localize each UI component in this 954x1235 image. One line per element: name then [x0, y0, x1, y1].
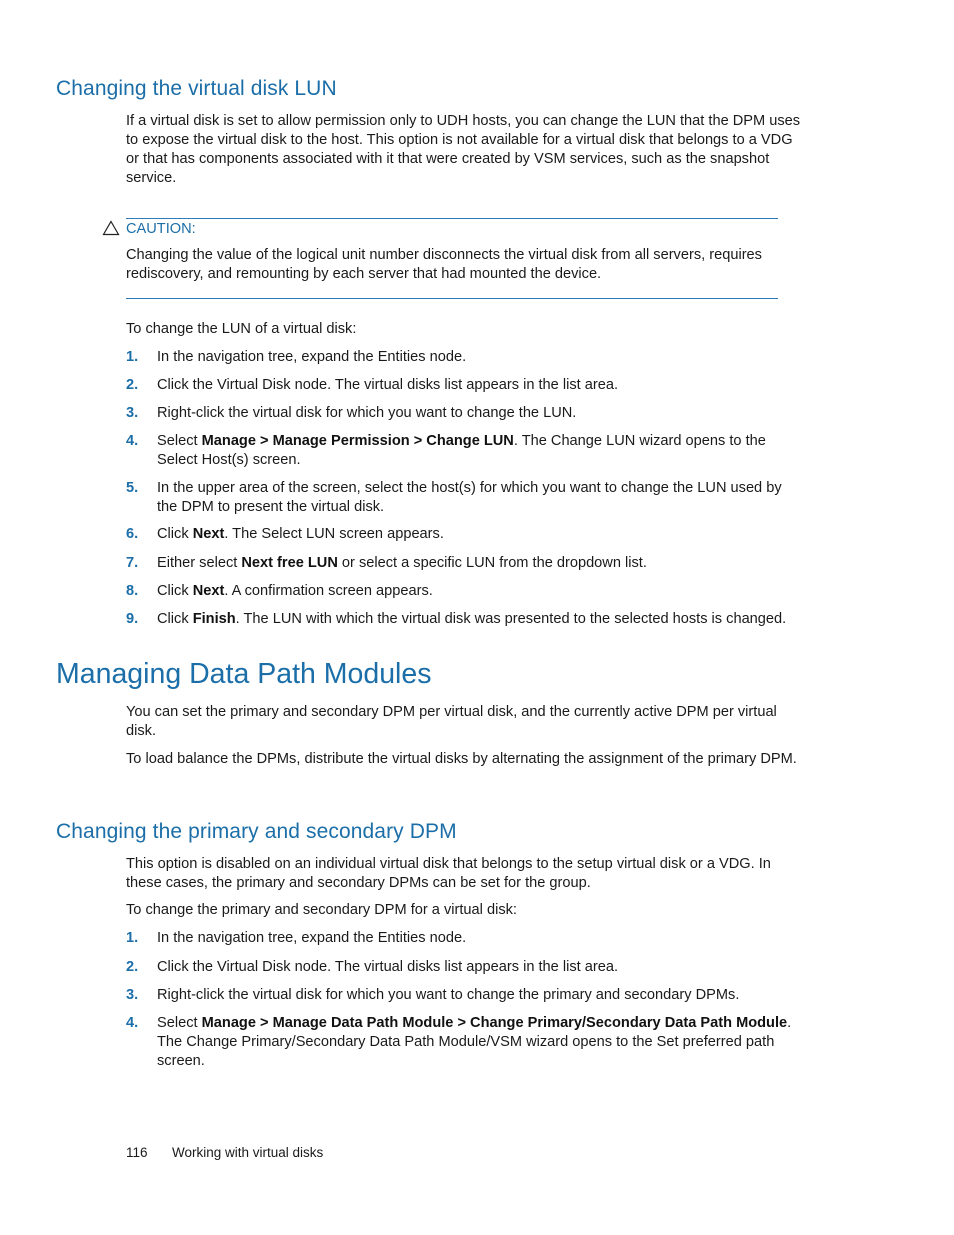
- list-item: [126, 958, 802, 977]
- step-text: [157, 404, 802, 423]
- list-item: [126, 432, 802, 470]
- caution-triangle-icon: [102, 220, 120, 236]
- step-text-run: Click the Virtual Disk node. The virtual disks list appears in the list area.: [157, 377, 618, 393]
- section-heading-change-lun: Changing the virtual disk LUN: [56, 77, 337, 100]
- step-text: [157, 929, 802, 948]
- ui-command-bold: Next: [192, 526, 225, 542]
- step-text-run: Right-click the virtual disk for which you want to change the primary and secondary DPMs.: [157, 987, 740, 1003]
- caution-top-rule: [126, 218, 778, 219]
- dpm-paragraph-2: To load balance the DPMs, distribute the virtual disks by alternating the assignment of the primary DPM.: [126, 751, 797, 767]
- section-heading-data-path-modules: Managing Data Path Modules: [56, 658, 432, 690]
- caution-label: CAUTION:: [126, 221, 196, 237]
- step-number: 6.: [126, 526, 139, 542]
- step-text-run: . The Select LUN screen appears.: [224, 526, 444, 542]
- step-text: [157, 986, 802, 1005]
- step-text-run: Click: [157, 611, 193, 627]
- caution-text: Changing the value of the logical unit number disconnects the virtual disk from all servers, requires rediscovery, and remounting by each server that had mounted the device.: [126, 247, 762, 282]
- list-item: [126, 348, 802, 367]
- step-text-run: . The Change Primary/Secondary Data Path Module/VSM wizard opens to the Set preferred path screen.: [157, 1015, 792, 1069]
- ui-command-bold: Finish: [192, 611, 236, 627]
- list-item: [126, 929, 802, 948]
- step-number: 1.: [126, 930, 139, 946]
- primary-dpm-paragraph: This option is disabled on an individual virtual disk that belongs to the setup virtual disk or a VDG. In these cases, the primary and secondary DPMs can be set for the group.: [126, 856, 771, 891]
- page-number: 116: [126, 1145, 148, 1160]
- step-number: 4.: [126, 1015, 139, 1031]
- ui-command-bold: Manage > Manage Data Path Module > Change Primary/Secondary Data Path Module: [201, 1015, 788, 1031]
- step-number: 3.: [126, 987, 139, 1003]
- list-item: [126, 376, 802, 395]
- step-number: 1.: [126, 349, 139, 365]
- step-text-run: In the navigation tree, expand the Entities node.: [157, 930, 467, 946]
- procedure-intro: To change the LUN of a virtual disk:: [126, 321, 357, 337]
- caution-bottom-rule: [126, 298, 778, 299]
- step-text: [157, 610, 802, 629]
- step-text-run: In the navigation tree, expand the Entities node.: [157, 349, 467, 365]
- ui-command-bold: Next free LUN: [241, 555, 338, 571]
- step-text: [157, 348, 802, 367]
- step-text-run: . The LUN with which the virtual disk was presented to the selected hosts is changed.: [235, 611, 787, 627]
- step-number: 2.: [126, 959, 139, 975]
- list-item: [126, 525, 802, 544]
- step-text-run: or select a specific LUN from the dropdown list.: [337, 555, 647, 571]
- step-text: [157, 958, 802, 977]
- list-item: [126, 986, 802, 1005]
- list-item: [126, 479, 802, 517]
- step-text-run: Either select: [157, 555, 242, 571]
- dpm-paragraph-1: You can set the primary and secondary DPM per virtual disk, and the currently active DPM per virtual disk.: [126, 704, 777, 739]
- step-text: [157, 525, 802, 544]
- list-item: [126, 554, 802, 573]
- step-number: 3.: [126, 405, 139, 421]
- step-text: [157, 479, 802, 517]
- step-text-run: Right-click the virtual disk for which you want to change the LUN.: [157, 405, 577, 421]
- step-text-run: . The Change LUN wizard opens to the Select Host(s) screen.: [157, 433, 766, 468]
- list-item: [126, 1014, 802, 1071]
- step-text-run: Select: [157, 1015, 202, 1031]
- step-text: [157, 376, 802, 395]
- step-text: [157, 582, 802, 601]
- list-item: [126, 610, 802, 629]
- step-number: 4.: [126, 433, 139, 449]
- footer-chapter-title: Working with virtual disks: [172, 1145, 324, 1160]
- step-text-run: Click the Virtual Disk node. The virtual disks list appears in the list area.: [157, 959, 618, 975]
- list-item: [126, 582, 802, 601]
- step-text-run: Click: [157, 583, 193, 599]
- step-text-run: Click: [157, 526, 193, 542]
- step-number: 8.: [126, 583, 139, 599]
- ui-command-bold: Next: [192, 583, 225, 599]
- step-text-run: In the upper area of the screen, select the host(s) for which you want to change the LUN used by the DPM to present the virtual disk.: [157, 480, 782, 515]
- step-number: 9.: [126, 611, 139, 627]
- step-text: [157, 432, 802, 470]
- step-number: 2.: [126, 377, 139, 393]
- list-item: [126, 404, 802, 423]
- ui-command-bold: Manage > Manage Permission > Change LUN: [201, 433, 514, 449]
- step-number: 7.: [126, 555, 139, 571]
- section-heading-primary-secondary-dpm: Changing the primary and secondary DPM: [56, 820, 457, 843]
- step-text: [157, 554, 802, 573]
- step-text: [157, 1014, 802, 1071]
- primary-dpm-procedure-intro: To change the primary and secondary DPM for a virtual disk:: [126, 902, 517, 918]
- intro-paragraph: If a virtual disk is set to allow permission only to UDH hosts, you can change the LUN that the DPM uses to expose the virtual disk to the host. This option is not available for a virtual disk that belongs to a VDG or that has components associated with it that were created by VSM services, such as the snapshot service.: [126, 113, 801, 186]
- step-text-run: Select: [157, 433, 202, 449]
- step-text-run: . A confirmation screen appears.: [224, 583, 433, 599]
- step-number: 5.: [126, 480, 139, 496]
